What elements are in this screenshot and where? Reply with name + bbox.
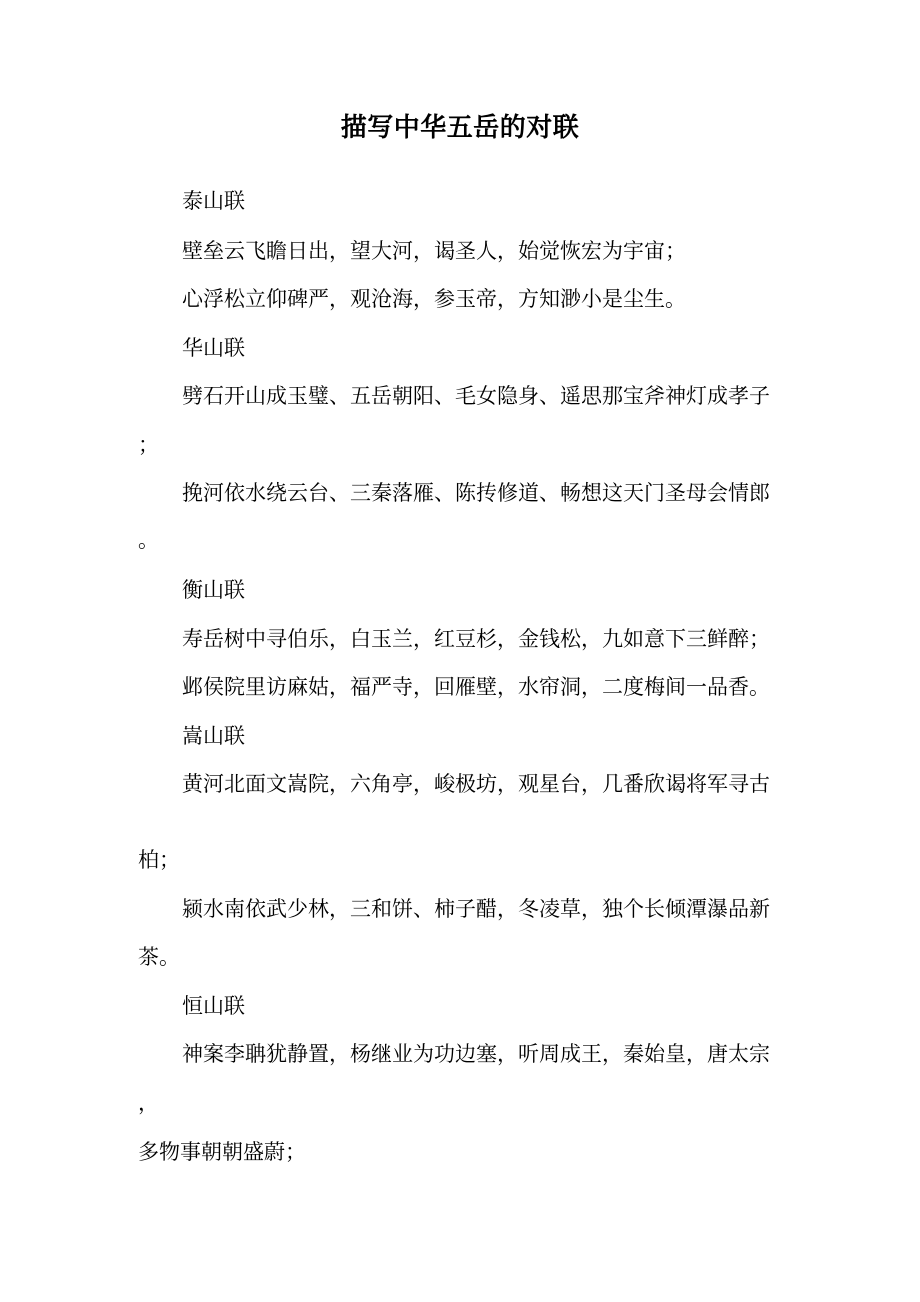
heading-taishan: 泰山联 <box>182 189 245 213</box>
couplet-line-continuation: 。 <box>138 528 159 552</box>
couplet-line: 邺侯院里访麻姑，福严寺，回雁壁，水帘洞，二度梅间一品香。 <box>182 675 770 699</box>
couplet-line-continuation: ， <box>138 1091 159 1115</box>
heading-hengshan: 恒山联 <box>182 994 245 1018</box>
couplet-line: 劈石开山成玉璧、五岳朝阳、毛女隐身、遥思那宝斧神灯成孝子 <box>182 384 770 408</box>
heading-huashan: 华山联 <box>182 336 245 360</box>
couplet-line-continuation: ； <box>138 433 159 457</box>
heading-hengshan-heng: 衡山联 <box>182 578 245 602</box>
couplet-line-continuation: 茶。 <box>138 945 180 969</box>
couplet-line: 挽河依水绕云台、三秦落雁、陈抟修道、畅想这天门圣母会情郎 <box>182 481 770 505</box>
couplet-line-continuation: 柏； <box>138 848 180 872</box>
couplet-line: 颍水南依武少林，三和饼、柿子醋，冬凌草，独个长倾潭瀑品新 <box>182 897 770 921</box>
couplet-line: 黄河北面文嵩院，六角亭，峻极坊，观星台，几番欣谒将军寻古 <box>182 772 770 796</box>
couplet-line: 神案李聃犹静置，杨继业为功边塞，听周成王，秦始皇，唐太宗 <box>182 1042 770 1066</box>
couplet-line: 壁垒云飞瞻日出，望大河，谒圣人，始觉恢宏为宇宙； <box>182 239 686 263</box>
couplet-line: 寿岳树中寻伯乐，白玉兰，红豆杉，金钱松，九如意下三鲜醉； <box>182 627 770 651</box>
heading-songshan: 嵩山联 <box>182 724 245 748</box>
couplet-line: 心浮松立仰碑严，观沧海，参玉帝，方知渺小是尘生。 <box>182 287 686 311</box>
couplet-line: 多物事朝朝盛蔚； <box>138 1140 306 1164</box>
document-title: 描写中华五岳的对联 <box>340 113 580 143</box>
